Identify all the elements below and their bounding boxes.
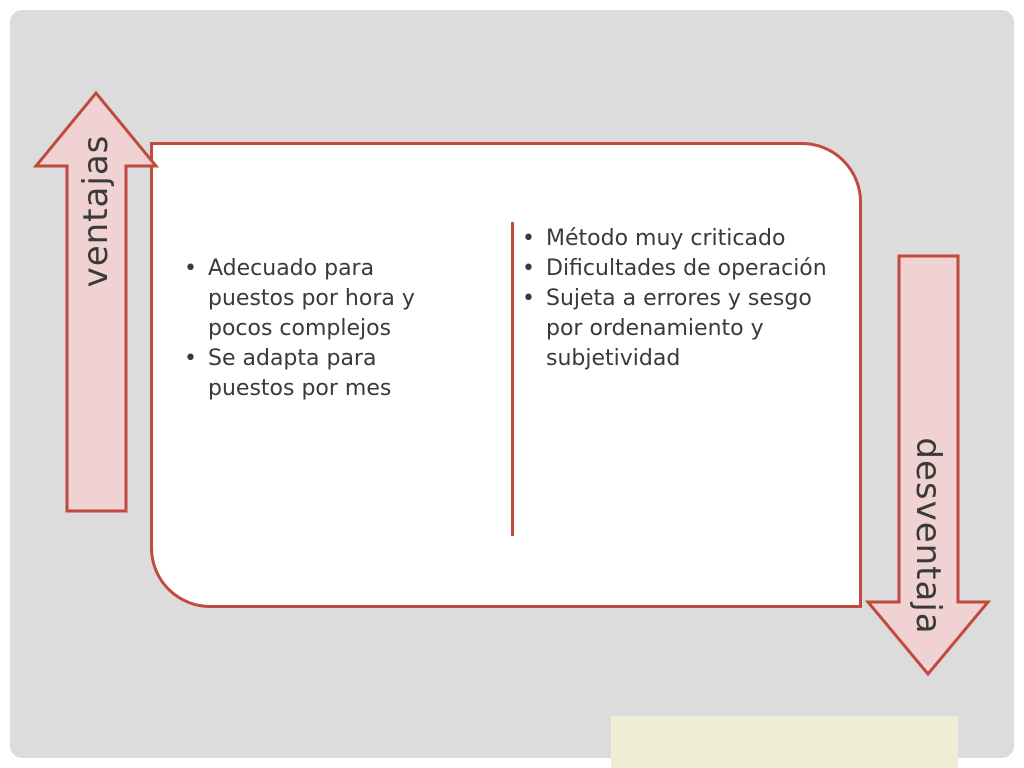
- ventaja-text: Adecuado para puestos por hora y pocos complejos: [208, 256, 415, 341]
- list-item: [514, 224, 844, 254]
- list-item: [176, 344, 456, 404]
- desventaja-text: Dificultades de operación: [546, 256, 827, 281]
- desventajas-list: [514, 224, 844, 374]
- desventaja-text: Sujeta a errores y sesgo por ordenamiento y subjetividad: [546, 286, 812, 371]
- note-box: [611, 716, 958, 768]
- list-item: [514, 284, 844, 374]
- list-item: [514, 254, 844, 284]
- bullet-icon: •: [522, 226, 535, 251]
- ventajas-list: [176, 254, 456, 404]
- bullet-icon: •: [184, 256, 197, 281]
- ventajas-label: ventajas: [76, 134, 116, 288]
- bullet-icon: •: [184, 346, 197, 371]
- bullet-icon: •: [522, 256, 535, 281]
- desventaja-text: Método muy criticado: [546, 226, 786, 251]
- desventaja-label: desventaja: [908, 437, 948, 635]
- ventaja-text: Se adapta para puestos por mes: [208, 346, 392, 401]
- list-item: [176, 254, 456, 344]
- bullet-icon: •: [522, 286, 535, 311]
